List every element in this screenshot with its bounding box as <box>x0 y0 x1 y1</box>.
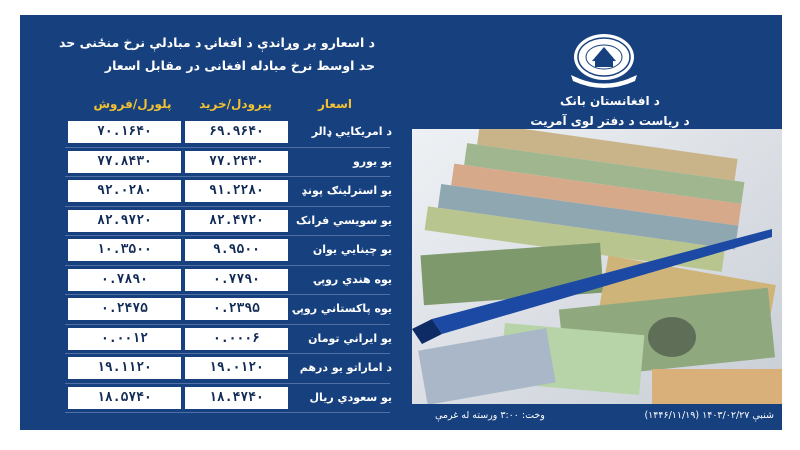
date-label: شنبې ۱۴۰۳/۰۲/۲۷ (۱۴۴۶/۱۱/۱۹) <box>644 410 774 421</box>
currency-name: د اماراتو یو درهم <box>299 361 392 374</box>
rate-sell-cell: ۷۰.۱۶۴۰ <box>68 121 181 143</box>
title-pashto: د اسعارو پر وړاندې د افغانۍ د مبادلې نرخ منځنی حد <box>59 35 375 50</box>
table-row <box>20 148 400 178</box>
table-row <box>20 266 400 296</box>
currency-name: یو یورو <box>352 154 392 168</box>
currency-name: یو استرلینګ پونډ <box>301 184 392 197</box>
rate-buy-cell: ۹.۹۵۰۰ <box>185 239 288 261</box>
currency-name: یو چینایي یوان <box>312 243 392 256</box>
rate-buy-cell: ۰.۲۳۹۵ <box>185 298 288 320</box>
rate-sell-cell: ۱۹.۱۱۲۰ <box>68 357 181 379</box>
currency-name: یوه هندي روپۍ <box>314 272 392 286</box>
table-row <box>20 354 400 384</box>
rate-sell-cell: ۱۸.۵۷۴۰ <box>68 387 181 409</box>
rate-sell-cell: ۰.۷۸۹۰ <box>68 269 181 291</box>
currency-name: یو سعودي ریال <box>309 390 392 404</box>
title-block <box>20 35 395 73</box>
rate-buy-cell: ۷۷.۲۴۳۰ <box>185 151 288 173</box>
rate-buy-cell: ۹۱.۲۲۸۰ <box>185 180 288 202</box>
rate-buy-cell: ۰.۰۰۰۶ <box>185 328 288 350</box>
rate-buy-cell: ۱۹.۰۱۲۰ <box>185 357 288 379</box>
rate-sell-cell: ۹۲.۰۲۸۰ <box>68 180 181 202</box>
rate-sell-cell: ۰.۲۴۷۵ <box>68 298 181 320</box>
currency-name: یو سویسي فرانک <box>295 213 392 227</box>
rate-sell-cell: ۰.۰۰۱۲ <box>68 328 181 350</box>
bank-name-block <box>450 94 770 128</box>
rate-sell-cell: ۸۲.۹۷۲۰ <box>68 210 181 232</box>
banknotes-image <box>412 129 782 404</box>
table-row <box>20 236 400 266</box>
currency-name: یوه پاکستاني روپۍ <box>293 302 392 315</box>
table-row <box>20 207 400 237</box>
table-row <box>20 177 400 207</box>
currency-name: یو ایراني تومان <box>308 331 392 345</box>
rate-buy-cell: ۰.۷۷۹۰ <box>185 269 288 291</box>
col-currency-header: اسعار <box>317 97 353 111</box>
table-header <box>20 97 395 117</box>
rate-table <box>20 118 400 413</box>
time-label: وخت: ۳:۰۰ ورسته له غرمې <box>435 410 545 421</box>
rate-buy-cell: ۱۸.۴۷۴۰ <box>185 387 288 409</box>
rates-panel <box>20 15 782 430</box>
rate-buy-cell: ۶۹.۹۶۴۰ <box>185 121 288 143</box>
rate-buy-cell: ۸۲.۴۷۲۰ <box>185 210 288 232</box>
bank-name: د افغانستان بانک <box>560 94 660 108</box>
col-buy-header: پیرودل/خرید <box>199 97 272 111</box>
table-row <box>20 118 400 148</box>
bank-department: د ریاست د دفتر لوی آمریت <box>530 114 690 128</box>
footer-bar <box>410 404 782 430</box>
col-sell-header: پلورل/فروش <box>93 97 172 111</box>
title-dari: حد اوسط نرخ مبادله افغانی در مقابل اسعار <box>104 58 375 73</box>
currency-name: د امریکایي ډالر <box>311 125 392 138</box>
row-divider <box>65 412 390 413</box>
table-row <box>20 384 400 414</box>
rate-sell-cell: ۱۰.۳۵۰۰ <box>68 239 181 261</box>
bank-seal-icon <box>565 31 643 89</box>
rate-sell-cell: ۷۷.۸۴۳۰ <box>68 151 181 173</box>
table-row <box>20 325 400 355</box>
table-row <box>20 295 400 325</box>
